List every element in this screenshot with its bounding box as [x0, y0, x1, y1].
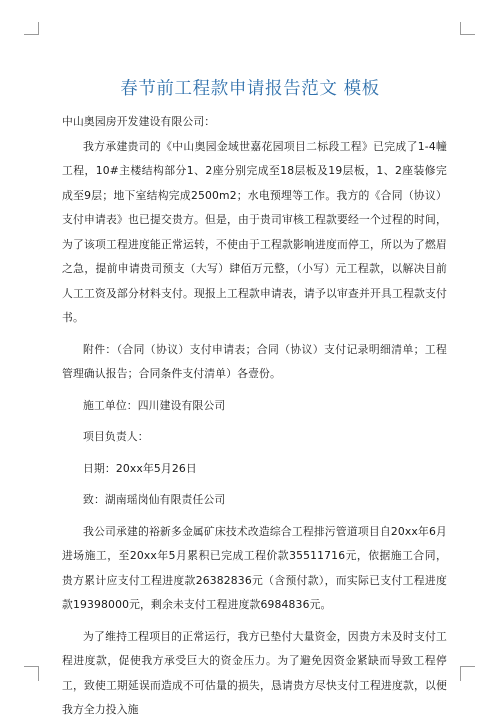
crop-mark-top-right — [460, 22, 475, 35]
crop-mark-bottom-right — [460, 666, 475, 681]
crop-mark-bottom-left — [24, 666, 39, 681]
body-paragraph-2: 我公司承建的裕新多金属矿床技术改造综合工程排污管道项目自20xx年6月进场施工，至20xx年5月累积已完成工程价款35511716元，依据施工合同，贵方累计应支付工程进度款26382836元（含预付款），而实际已支付工程进度款19398000元，剩余未支付工程进度款6984836元。 — [62, 524, 447, 611]
attachments-paragraph: 附件：（合同（协议）支付申请表；合同（协议）支付记录明细清单；工程管理确认报告；合同条件支付清单）各壹份。 — [62, 342, 447, 380]
document-body — [62, 110, 447, 723]
construction-unit: 施工单位：四川建设有限公司 — [83, 398, 226, 412]
crop-mark-top-left — [24, 22, 39, 35]
body-paragraph-1: 我方承建贵司的《中山奥园金域世嘉花园项目二标段工程》已完成了1-4幢工程，10#主楼结构部分1、2座分别完成至18层板及19层板，1、2座装修完成至9层；地下室结构完成2500m2；水电预埋等工作。我方的《合同（协议）支付申请表》也已提交贵方。但是，由于贵司审核工程款要经一个过程的时间，为了该项工程进度能正常运转，不使由于工程款影响进度而停工，所以为了燃眉之急，提前申请贵司预支（大写）肆佰万元整，（小写）元工程款，以解决目前人工工资及部分材料支付。现报上工程款申请表，请予以审查并开具工程款支付书。 — [62, 139, 447, 324]
project-lead: 项目负责人： — [83, 430, 149, 443]
recipient-line: 致：湖南瑶岗仙有限责任公司 — [83, 493, 226, 506]
salutation: 中山奥园房开发建设有限公司： — [62, 115, 216, 128]
body-paragraph-3: 为了维持工程项目的正常运行，我方已垫付大量资金，因贵方未及时支付工程进度款，促使我方承受巨大的资金压力。为了避免因资金紧缺而导致工程停工，致使工期延误而造成不可估量的损失，恳请贵方尽快支付工程进度款，以便我方全力投入施 — [62, 629, 447, 716]
date-line: 日期：20xx年5月26日 — [83, 461, 197, 475]
document-title: 春节前工程款申请报告范文 模板 — [120, 78, 380, 99]
